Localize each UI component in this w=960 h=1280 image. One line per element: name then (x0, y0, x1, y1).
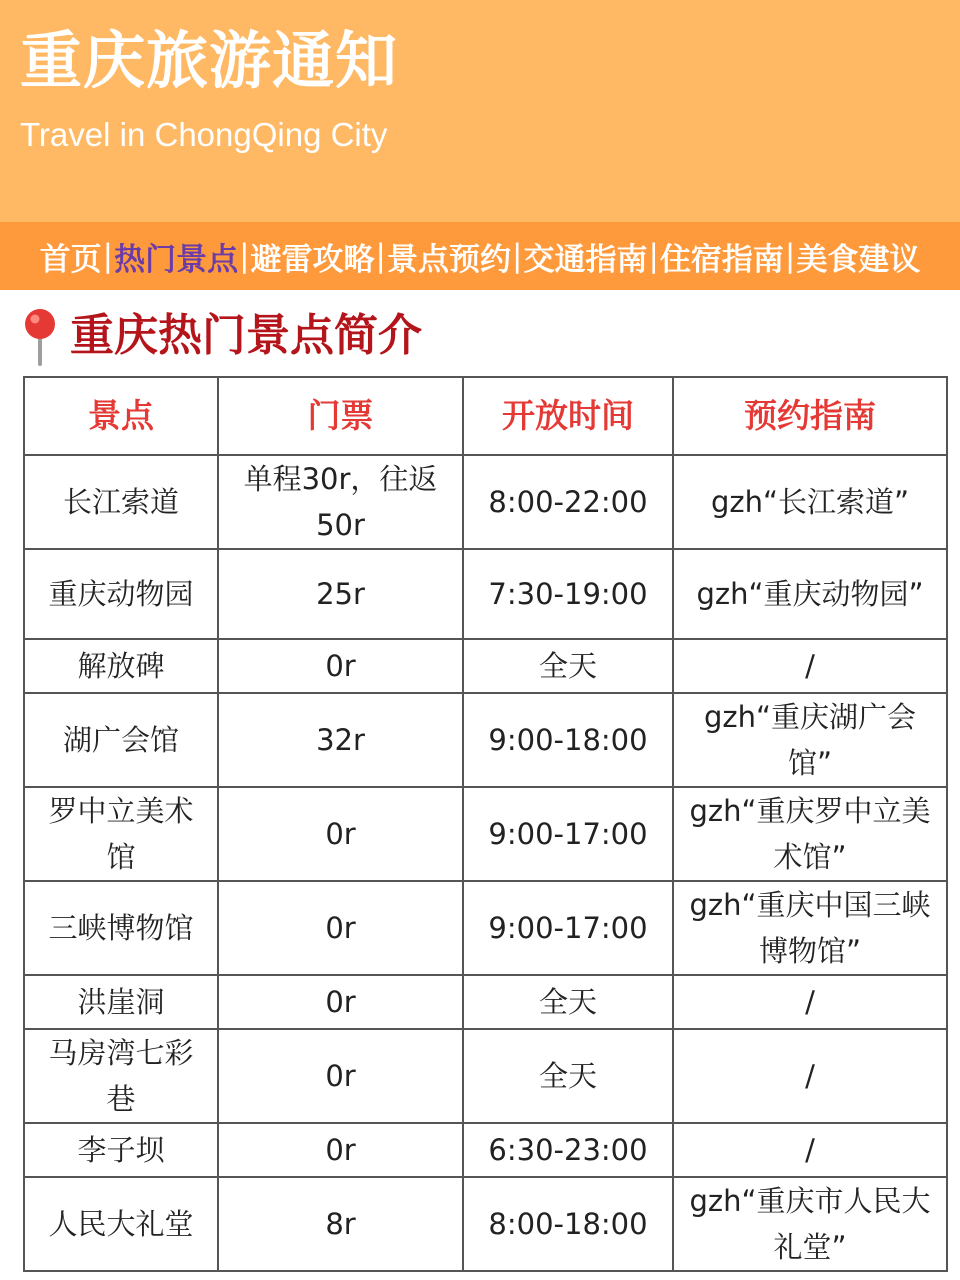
table-cell: 0r (218, 1029, 463, 1123)
column-header-booking: 预约指南 (673, 377, 947, 455)
table-cell: 湖广会馆 (24, 693, 218, 787)
nav-item-food[interactable]: 美食建议 (796, 241, 921, 278)
nav-item-reservation[interactable]: 景点预约 (387, 241, 511, 278)
table-cell: 0r (218, 975, 463, 1029)
table-cell: 马房湾七彩巷 (24, 1029, 218, 1123)
table-cell: 7:30-19:00 (463, 549, 673, 639)
table-cell: 洪崖洞 (24, 975, 218, 1029)
table-cell: 32r (218, 693, 463, 787)
section-title: 重庆热门景点简介 (70, 310, 422, 361)
table-cell: 9:00-17:00 (463, 881, 673, 975)
page-title: 重庆旅游通知 (20, 24, 399, 97)
section-heading (14, 305, 422, 367)
table-row (24, 787, 947, 881)
table-cell: 0r (218, 1123, 463, 1177)
table-cell: 李子坝 (24, 1123, 218, 1177)
nav-item-hot-spots[interactable]: 热门景点 (114, 241, 239, 278)
nav-item-home[interactable]: 首页 (39, 241, 102, 278)
pushpin-icon (14, 306, 66, 366)
nav-separator: | (239, 238, 250, 274)
table-row (24, 881, 947, 975)
nav-item-lodging[interactable]: 住宿指南 (659, 241, 784, 278)
table-cell: 0r (218, 881, 463, 975)
table-cell: 长江索道 (24, 455, 218, 549)
table-cell: gzh“重庆动物园” (673, 549, 947, 639)
table-cell: gzh“重庆罗中立美术馆” (673, 787, 947, 881)
table-row (24, 639, 947, 693)
nav-separator: | (648, 238, 659, 274)
nav-separator: | (512, 238, 523, 274)
table-cell: 9:00-18:00 (463, 693, 673, 787)
table-cell: / (673, 639, 947, 693)
table-cell: 人民大礼堂 (24, 1177, 218, 1271)
column-header-hours: 开放时间 (463, 377, 673, 455)
nav-bar (0, 222, 960, 290)
table-cell: 25r (218, 549, 463, 639)
table-cell: 重庆动物园 (24, 549, 218, 639)
table-cell: 8:00-22:00 (463, 455, 673, 549)
table-row (24, 1123, 947, 1177)
table-cell: / (673, 1123, 947, 1177)
page-subtitle: Travel in ChongQing City (20, 116, 388, 153)
table-row (24, 1029, 947, 1123)
table-cell: / (673, 975, 947, 1029)
table-cell: 6:30-23:00 (463, 1123, 673, 1177)
column-header-attraction: 景点 (24, 377, 218, 455)
table-cell: gzh“重庆市人民大礼堂” (673, 1177, 947, 1271)
table-cell: 解放碑 (24, 639, 218, 693)
table-row (24, 1177, 947, 1271)
table-row (24, 455, 947, 549)
table-cell: 全天 (463, 1029, 673, 1123)
nav-separator: | (784, 238, 796, 274)
nav-separator: | (375, 238, 386, 274)
table-cell: gzh“长江索道” (673, 455, 947, 549)
table-cell: 9:00-17:00 (463, 787, 673, 881)
table-cell: 全天 (463, 975, 673, 1029)
nav-item-transport[interactable]: 交通指南 (523, 241, 648, 278)
table-header-row (24, 377, 947, 455)
table-row (24, 549, 947, 639)
nav-item-avoid-pitfalls[interactable]: 避雷攻略 (250, 241, 375, 278)
header-banner (0, 0, 960, 222)
table-row (24, 693, 947, 787)
table-cell: 8r (218, 1177, 463, 1271)
table-cell: / (673, 1029, 947, 1123)
table-cell: 罗中立美术馆 (24, 787, 218, 881)
table-cell: 0r (218, 639, 463, 693)
table-cell: 三峡博物馆 (24, 881, 218, 975)
table-cell: 0r (218, 787, 463, 881)
table-cell: 8:00-18:00 (463, 1177, 673, 1271)
nav-separator: | (102, 238, 114, 274)
table-cell: gzh“重庆中国三峡博物馆” (673, 881, 947, 975)
attractions-table (23, 376, 948, 1272)
column-header-ticket: 门票 (218, 377, 463, 455)
table-row (24, 975, 947, 1029)
table-cell: 全天 (463, 639, 673, 693)
table-cell: 单程30r，往返50r (218, 455, 463, 549)
table-cell: gzh“重庆湖广会馆” (673, 693, 947, 787)
